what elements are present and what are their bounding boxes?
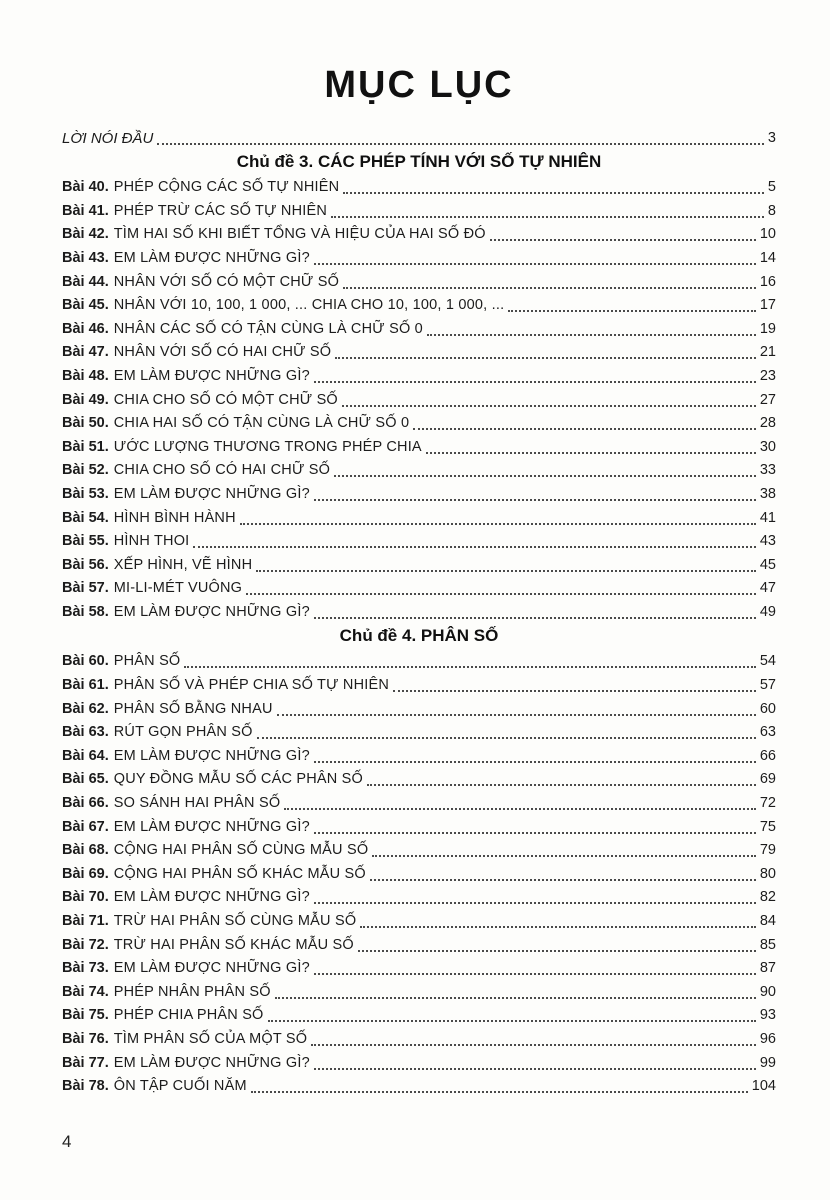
toc-entry-label: Bài 58. — [62, 603, 109, 620]
toc-entry-label: Bài 64. — [62, 747, 109, 764]
toc-entry — [62, 458, 776, 482]
toc-entry-title: TÌM PHÂN SỐ CỦA MỘT SỐ — [113, 1030, 308, 1047]
toc-entry-label: Bài 65. — [62, 771, 109, 788]
toc-entry-preface — [62, 125, 776, 149]
dot-leader — [343, 287, 756, 289]
dot-leader — [331, 216, 764, 218]
toc-entry — [62, 387, 776, 411]
section-heading: Chủ đề 4. PHÂN SỐ — [339, 625, 499, 645]
toc-entry-label: Bài 72. — [62, 936, 109, 953]
toc-entry-label: Bài 68. — [62, 842, 109, 859]
toc-entry-page: 84 — [759, 913, 776, 929]
toc-entry — [62, 576, 776, 600]
dot-leader — [251, 1091, 748, 1093]
toc-entry-page: 75 — [759, 818, 776, 835]
toc-entry-title: EM LÀM ĐƯỢC NHỮNG GÌ? — [113, 747, 310, 764]
toc-entry-page: 23 — [759, 367, 776, 384]
toc-entry — [62, 599, 776, 623]
toc-entry — [62, 481, 776, 505]
toc-entry-title: TRỪ HAI PHÂN SỐ CÙNG MẪU SỐ — [113, 913, 357, 929]
toc-entry — [62, 932, 776, 956]
toc-entry-label: Bài 55. — [62, 533, 109, 550]
toc-entry-title: TÌM HAI SỐ KHI BIẾT TỔNG VÀ HIỆU CỦA HAI SỐ ĐÓ — [113, 226, 486, 243]
dot-leader — [342, 405, 756, 407]
toc-entry-title: CHIA CHO SỐ CÓ HAI CHỮ SỐ — [113, 462, 331, 479]
toc-entry-title: ÔN TẬP CUỐI NĂM — [113, 1078, 247, 1095]
toc-entry — [62, 838, 776, 862]
dot-leader — [335, 357, 756, 359]
dot-leader — [277, 714, 756, 716]
toc-entry — [62, 552, 776, 576]
toc-entry-page: 21 — [759, 344, 776, 361]
toc-entry-page: 96 — [759, 1030, 776, 1047]
dot-leader — [314, 973, 756, 975]
dot-leader — [275, 997, 756, 999]
toc-entry — [62, 175, 776, 199]
toc-entry-title: LỜI NÓI ĐẦU — [62, 129, 154, 147]
toc-entry — [62, 790, 776, 814]
toc-entry-label: Bài 63. — [62, 724, 109, 741]
dot-leader — [490, 239, 756, 241]
toc-entry — [62, 316, 776, 340]
toc-entry-title: PHÉP CỘNG CÁC SỐ TỰ NHIÊN — [113, 179, 340, 196]
toc-entry-page: 19 — [759, 320, 776, 337]
toc-entry-title: CHIA CHO SỐ CÓ MỘT CHỮ SỐ — [113, 391, 338, 408]
dot-leader — [314, 902, 756, 904]
dot-leader — [360, 926, 756, 928]
toc-entry — [62, 222, 776, 246]
dot-leader — [508, 310, 756, 312]
dot-leader — [284, 808, 756, 810]
toc-entry — [62, 672, 776, 696]
toc-entry-page: 43 — [759, 533, 776, 550]
toc-entry-label: Bài 75. — [62, 1007, 109, 1024]
toc-entry-label: Bài 48. — [62, 367, 109, 384]
toc-entry-label: Bài 71. — [62, 913, 109, 929]
toc-entry-label: Bài 52. — [62, 462, 109, 479]
toc-entry — [62, 885, 776, 909]
toc-entry-title: PHÂN SỐ — [113, 653, 181, 670]
toc-entry-label: Bài 47. — [62, 344, 109, 361]
toc-entry-page: 33 — [759, 462, 776, 479]
toc-entry — [62, 269, 776, 293]
toc-entry-label: Bài 61. — [62, 677, 109, 694]
toc-entry-page: 72 — [759, 795, 776, 812]
toc-entry — [62, 245, 776, 269]
toc-entry — [62, 293, 776, 317]
page-number: 4 — [62, 1132, 72, 1151]
dot-leader — [268, 1020, 756, 1022]
dot-leader — [314, 761, 756, 763]
toc-entry — [62, 908, 776, 932]
dot-leader — [240, 523, 756, 525]
toc-entry-title: NHÂN VỚI SỐ CÓ HAI CHỮ SỐ — [113, 344, 332, 361]
toc-entry-title: PHÉP CHIA PHÂN SỐ — [113, 1007, 264, 1024]
toc-entry-page: 82 — [759, 889, 776, 906]
dot-leader — [358, 950, 756, 952]
toc-entry-page: 85 — [759, 936, 776, 953]
dot-leader — [426, 452, 756, 454]
toc-entry-label: Bài 73. — [62, 960, 109, 977]
toc-entry-page: 54 — [759, 653, 776, 670]
toc-entry-title: HÌNH THOI — [113, 533, 190, 550]
toc-entry — [62, 198, 776, 222]
dot-leader — [393, 690, 756, 692]
dot-leader — [334, 475, 756, 477]
toc-entry-page: 41 — [759, 509, 776, 526]
toc-entry-page: 99 — [759, 1054, 776, 1071]
dot-leader — [184, 666, 755, 668]
toc-entry-page: 30 — [759, 438, 776, 455]
toc-entry-label: Bài 42. — [62, 226, 109, 243]
toc-entry-title: SO SÁNH HAI PHÂN SỐ — [113, 795, 281, 812]
dot-leader — [314, 381, 756, 383]
toc-entry-title: CỘNG HAI PHÂN SỐ CÙNG MẪU SỐ — [113, 842, 369, 859]
toc-entry-title: RÚT GỌN PHÂN SỐ — [113, 724, 253, 741]
toc-entry — [62, 767, 776, 791]
toc-entry-label: Bài 41. — [62, 202, 109, 219]
dot-leader — [370, 879, 756, 881]
toc-entry-title: XẾP HÌNH, VẼ HÌNH — [113, 556, 253, 573]
toc-entry — [62, 340, 776, 364]
toc-entry-page: 28 — [759, 415, 776, 432]
dot-leader — [257, 737, 756, 739]
toc-entry-title: PHÂN SỐ BẰNG NHAU — [113, 700, 273, 717]
toc-entry-title: EM LÀM ĐƯỢC NHỮNG GÌ? — [113, 889, 310, 906]
toc-entry-label: Bài 43. — [62, 249, 109, 266]
toc-entry — [62, 956, 776, 980]
toc-entry — [62, 720, 776, 744]
toc-entry-page: 16 — [759, 273, 776, 290]
toc-entry-title: MI-LI-MÉT VUÔNG — [113, 580, 243, 597]
toc-entry-label: Bài 49. — [62, 391, 109, 408]
toc-entry-label: Bài 46. — [62, 320, 109, 337]
toc-entry-page: 27 — [759, 391, 776, 408]
dot-leader — [367, 784, 756, 786]
toc-entry-label: Bài 53. — [62, 485, 109, 502]
toc-entry-label: Bài 45. — [62, 297, 109, 314]
toc-entry-page: 47 — [759, 580, 776, 597]
toc-entry-title: EM LÀM ĐƯỢC NHỮNG GÌ? — [113, 249, 310, 266]
toc-entry-label: Bài 70. — [62, 889, 109, 906]
toc-entry-label: Bài 69. — [62, 865, 109, 882]
toc-entry-page: 90 — [759, 983, 776, 1000]
toc-entry-page: 3 — [767, 129, 776, 146]
toc-entry-page: 104 — [751, 1078, 776, 1095]
toc-entry-page: 66 — [759, 747, 776, 764]
toc-entry-page: 8 — [767, 202, 776, 219]
toc-entry-title: NHÂN VỚI SỐ CÓ MỘT CHỮ SỐ — [113, 273, 340, 290]
dot-leader — [246, 593, 756, 595]
toc-entry-title: PHÉP NHÂN PHÂN SỐ — [113, 983, 271, 1000]
toc-entry-title: NHÂN CÁC SỐ CÓ TẬN CÙNG LÀ CHỮ SỐ 0 — [113, 320, 423, 337]
toc-entry — [62, 411, 776, 435]
toc-entry-page: 10 — [759, 226, 776, 243]
toc-entry-label: Bài 74. — [62, 983, 109, 1000]
toc-entry — [62, 505, 776, 529]
dot-leader — [314, 1068, 756, 1070]
toc-entry — [62, 1074, 776, 1098]
toc-entry-title: TRỪ HAI PHÂN SỐ KHÁC MẪU SỐ — [113, 936, 354, 953]
toc-entry-page: 79 — [759, 842, 776, 859]
toc-entry — [62, 434, 776, 458]
toc-entry-label: Bài 62. — [62, 700, 109, 717]
toc-entry-page: 45 — [759, 556, 776, 573]
dot-leader — [314, 617, 756, 619]
toc-entry-title: PHÉP TRỪ CÁC SỐ TỰ NHIÊN — [113, 202, 328, 219]
toc-entry-label: Bài 40. — [62, 179, 109, 196]
toc-entry-title: PHÂN SỐ VÀ PHÉP CHIA SỐ TỰ NHIÊN — [113, 677, 390, 694]
toc-entry-page: 5 — [767, 179, 776, 196]
toc-entry-page: 57 — [759, 677, 776, 694]
toc-entry-title: EM LÀM ĐƯỢC NHỮNG GÌ? — [113, 960, 310, 977]
toc-entry-title: EM LÀM ĐƯỢC NHỮNG GÌ? — [113, 603, 310, 620]
dot-leader — [314, 499, 756, 501]
toc-entry-label: Bài 77. — [62, 1054, 109, 1071]
toc-entry — [62, 363, 776, 387]
toc-entry-page: 60 — [759, 700, 776, 717]
toc-entry-label: Bài 54. — [62, 509, 109, 526]
toc-entry-label: Bài 50. — [62, 415, 109, 432]
toc-entry-page: 63 — [759, 724, 776, 741]
toc-entry-label: Bài 56. — [62, 556, 109, 573]
toc-entry — [62, 814, 776, 838]
toc-entry — [62, 529, 776, 553]
toc-content — [62, 64, 776, 1097]
toc-entry-label: Bài 44. — [62, 273, 109, 290]
toc-entry-title: QUY ĐỒNG MẪU SỐ CÁC PHÂN SỐ — [113, 771, 364, 788]
toc-entry-title: EM LÀM ĐƯỢC NHỮNG GÌ? — [113, 1054, 310, 1071]
dot-leader — [314, 832, 756, 834]
toc-entry — [62, 743, 776, 767]
dot-leader — [311, 1044, 756, 1046]
page-title: MỤC LỤC — [324, 64, 514, 106]
toc-entry-page: 93 — [759, 1007, 776, 1024]
toc-entry-title: CHIA HAI SỐ CÓ TẬN CÙNG LÀ CHỮ SỐ 0 — [113, 415, 410, 432]
toc-entry — [62, 1050, 776, 1074]
toc-entry-page: 69 — [759, 771, 776, 788]
dot-leader — [343, 192, 764, 194]
toc-entry-page: 38 — [759, 485, 776, 502]
dot-leader — [427, 334, 756, 336]
toc-entry — [62, 1003, 776, 1027]
toc-entry-title: EM LÀM ĐƯỢC NHỮNG GÌ? — [113, 367, 310, 384]
dot-leader — [256, 570, 756, 572]
toc-entry-label: Bài 78. — [62, 1078, 109, 1095]
toc-entry-title: HÌNH BÌNH HÀNH — [113, 509, 236, 526]
toc-entry-page: 49 — [759, 603, 776, 620]
toc-entry-page: 87 — [759, 960, 776, 977]
toc-entry — [62, 696, 776, 720]
toc-entry-title: NHÂN VỚI 10, 100, 1 000, ... CHIA CHO 10, 100, 1 000, ... — [113, 297, 505, 314]
toc-entry-page: 17 — [759, 297, 776, 314]
toc-entry-title: ƯỚC LƯỢNG THƯƠNG TRONG PHÉP CHIA — [113, 438, 422, 455]
toc-entry — [62, 1026, 776, 1050]
toc-entry-label: Bài 66. — [62, 795, 109, 812]
toc-entry-title: CỘNG HAI PHÂN SỐ KHÁC MẪU SỐ — [113, 865, 366, 882]
toc-entry — [62, 861, 776, 885]
toc-entry-label: Bài 57. — [62, 580, 109, 597]
toc-entry-label: Bài 60. — [62, 653, 109, 670]
toc-entry — [62, 649, 776, 673]
toc-entry-title: EM LÀM ĐƯỢC NHỮNG GÌ? — [113, 818, 310, 835]
toc-entry — [62, 979, 776, 1003]
dot-leader — [314, 263, 756, 265]
toc-entry-label: Bài 51. — [62, 438, 109, 455]
toc-entry-label: Bài 67. — [62, 818, 109, 835]
toc-entry-page: 14 — [759, 249, 776, 266]
dot-leader — [372, 855, 756, 857]
toc-list — [62, 149, 776, 1098]
section-heading: Chủ đề 3. CÁC PHÉP TÍNH VỚI SỐ TỰ NHIÊN — [236, 151, 602, 171]
toc-entry-page: 80 — [759, 865, 776, 882]
toc-entry-label: Bài 76. — [62, 1030, 109, 1047]
dot-leader — [157, 143, 764, 145]
dot-leader — [413, 428, 756, 430]
toc-entry-title: EM LÀM ĐƯỢC NHỮNG GÌ? — [113, 485, 310, 502]
dot-leader — [193, 546, 755, 548]
